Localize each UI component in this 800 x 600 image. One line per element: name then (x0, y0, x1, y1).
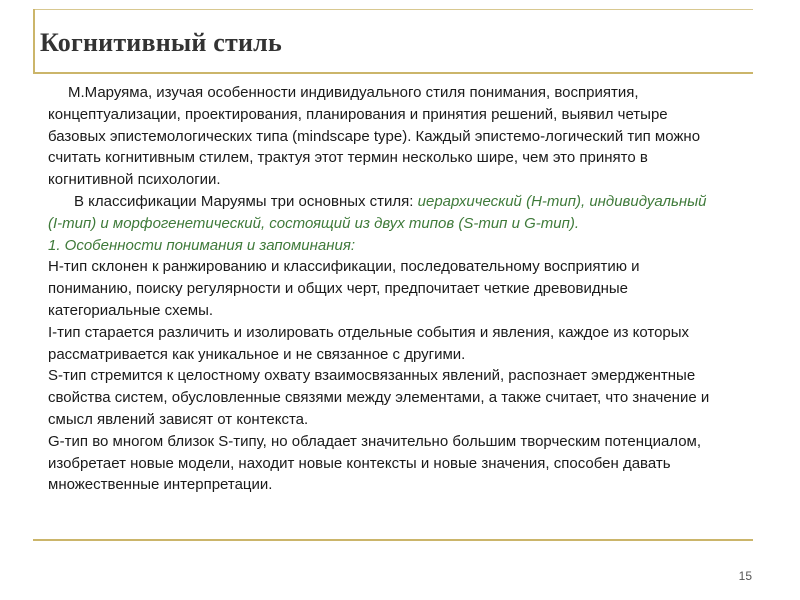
paragraph-maruyama-intro: М.Маруяма, изучая особенности индивидуального стиля понимания, восприятия, концептуализации, проектирования, планирования и принятия решений, выявил четыре базовых эпистемологических типа (mindscape type). Каждый эпистемо-логический тип можно считать когнитивным стилем, трактуя этот термин несколько шире, чем это принято в когнитивной психологии. (48, 84, 701, 189)
classification-styles-highlight: иерархический (Н-тип), индивидуальный (I-тип) и морфогенетический, состоящий из двух типов (S-тип и G-тип). (48, 192, 707, 232)
section-heading: 1. Особенности понимания и запоминания: (48, 236, 356, 254)
slide-title: Когнитивный стиль (40, 28, 282, 57)
top-rule (33, 9, 753, 10)
paragraph-classification (48, 191, 720, 235)
paragraph-h-type: Н-тип склонен к ранжированию и классификации, последовательному восприятию и пониманию, поиску регулярности и общих черт, предпочитает четкие древовидные категориальные схемы. (48, 258, 640, 319)
classification-intro-text: В классификации Маруямы три основных стиля: (74, 192, 418, 210)
title-left-rule (33, 9, 35, 74)
title-underline-rule (33, 72, 753, 74)
bottom-rule (33, 539, 753, 541)
paragraph-s-type: S-тип стремится к целостному охвату взаимосвязанных явлений, распознает эмерджентные свойства систем, обусловленные связями между элементами, а также считает, что значение и смысл явлений зависят от контекста. (48, 367, 710, 428)
slide-body (48, 82, 720, 496)
paragraph-i-type: I-тип старается различить и изолировать отдельные события и явления, каждое из которых рассматривается как уникальное и не связанное с другими. (48, 323, 690, 363)
paragraph-g-type: G-тип во многом близок S-типу, но обладает значительно большим творческим потенциалом, изобретает новые модели, находит новые контексты и новые значения, способен давать множественные интерпретации. (48, 432, 702, 494)
page-number: 15 (738, 569, 752, 583)
